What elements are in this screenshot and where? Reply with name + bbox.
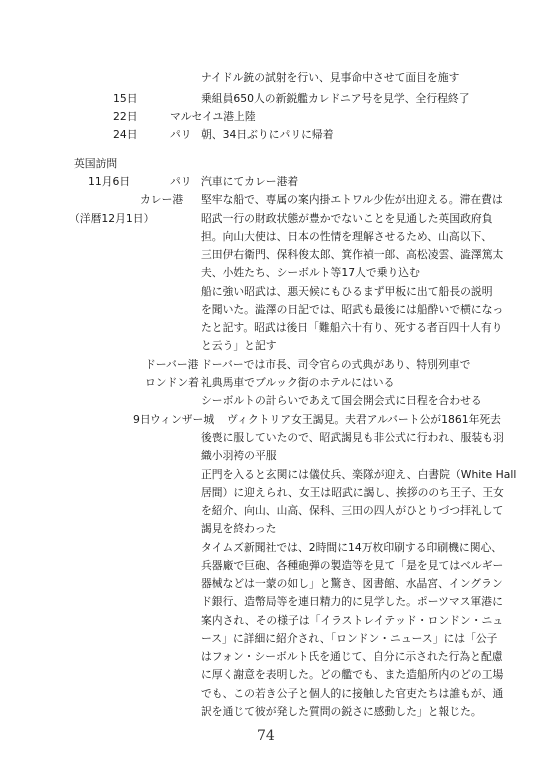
text-line: ド銀行、造幣局等を連日精力的に見学した。ポーツマス軍港に <box>201 595 503 608</box>
entry-text: 汽車にてカレー港着 <box>201 175 299 188</box>
entry-text: 乗組員650人の新鋭艦カレドニア号を見学、全行程終了 <box>201 92 470 105</box>
section-title: 英国訪問 <box>74 157 118 170</box>
text-line: 案内され、その様子は「イラストレイテッド・ロンドン・ニュ <box>201 614 504 627</box>
text-line: 謁見を終わった <box>201 522 277 535</box>
text-line: ヴィクトリア女王謁見。夫君アルバート公が1861年死去 <box>227 413 501 426</box>
text-line: に厚く謝意を表明した。どの艦でも、また造船所内のどの工場 <box>201 668 504 681</box>
text-line: 夫、小姓たち、シーボルト等17人で乗り込む <box>201 266 420 279</box>
text-line: 兵器廠で巨砲、各種砲弾の製造等を見て「是を見てはベルギー <box>201 559 504 572</box>
page-number: 74 <box>257 728 275 744</box>
text-line: 昭武一行の財政状態が豊かでないことを見通した英国政府負 <box>201 212 493 225</box>
entry-place: パリ <box>170 175 192 188</box>
text-line: 後喪に服していたので、昭武謁見も非公式に行われ、服装も羽 <box>201 431 504 444</box>
text-line: 織小羽袴の平服 <box>201 449 277 462</box>
text-line: を紹介、向山、山高、保科、三田の四人がひとりづつ拝礼して <box>201 504 504 517</box>
text-line: タイムズ新聞社では、2時間に14万枚印刷する印刷機に関心、 <box>201 541 503 554</box>
text-line: 訳を通じて彼が発した質問の鋭さに感動した」と報じた。 <box>201 705 482 718</box>
text-line: 担。向山大使は、日本の性情を理解させるため、山高以下、 <box>201 230 493 243</box>
entry-place: ウィンザー城 <box>150 413 215 426</box>
entry-date: 22日 <box>113 110 138 123</box>
text-line: と云う」と記す <box>201 339 277 352</box>
entry-place: パリ <box>170 128 192 141</box>
text-line: ナイドル銃の試射を行い、見事命中させて面目を施す <box>201 71 460 84</box>
text-line: でも、この若き公子と個人的に接触した官吏たちは誰もが、通 <box>201 687 504 700</box>
text-line: ース」に詳細に紹介され、「ロンドン・ニュース」には「公子 <box>201 632 498 645</box>
entry-text: ドーバーでは市長、司令官らの式典があり、特別列車で <box>201 358 471 371</box>
text-line: 居間）に迎えられ、女王は昭武に謁し、挨拶ののち王子、王女 <box>201 486 504 499</box>
text-line: 三田伊右衛門、保科俊太郎、箕作禎一郎、高松凌雲、澁澤篤太 <box>201 248 504 261</box>
entry-date: 11月6日 <box>88 175 131 188</box>
entry-date: 9日 <box>133 413 151 426</box>
entry-text: 礼典馬車でブルック街のホテルにはいる <box>201 376 395 389</box>
entry-place: カレー港 <box>140 193 184 206</box>
text-line: 器械などは一蒙の如し」と驚き、図書館、水晶宮、イングラン <box>201 577 503 590</box>
text-line: はフォン・シーボルト氏を通じて、自分に示された行為と配慮 <box>201 650 503 663</box>
entry-date: 15日 <box>113 92 138 105</box>
text-line: を聞いた。澁澤の日記では、昭武も最後には船酔いで横になっ <box>201 303 504 316</box>
text-line: たと記す。昭武は後日「難船六十有り、死する者百四十人有り <box>201 321 503 334</box>
entry-place: ドーバー港 <box>145 358 199 371</box>
entry-text: 朝、34日ぶりにパリに帰着 <box>201 128 334 141</box>
text-line: 堅牢な船で、専属の案内掛エトワル少佐が出迎える。滞在費は <box>201 193 503 206</box>
lunar-date-note: （洋暦12月1日） <box>69 212 155 225</box>
entry-place: ロンドン着 <box>145 376 199 389</box>
text-line: 船に強い昭武は、悪天候にもひるまず甲板に出て船長の説明 <box>201 285 493 298</box>
text-line: 正門を入ると玄関には儀仗兵、楽隊が迎え、白書院（White Hall <box>201 468 517 481</box>
entry-date: 24日 <box>113 128 138 141</box>
entry-place: マルセイユ港上陸 <box>170 110 256 123</box>
entry-text: シーボルトの計らいであえて国会開会式に日程を合わせる <box>201 394 482 407</box>
